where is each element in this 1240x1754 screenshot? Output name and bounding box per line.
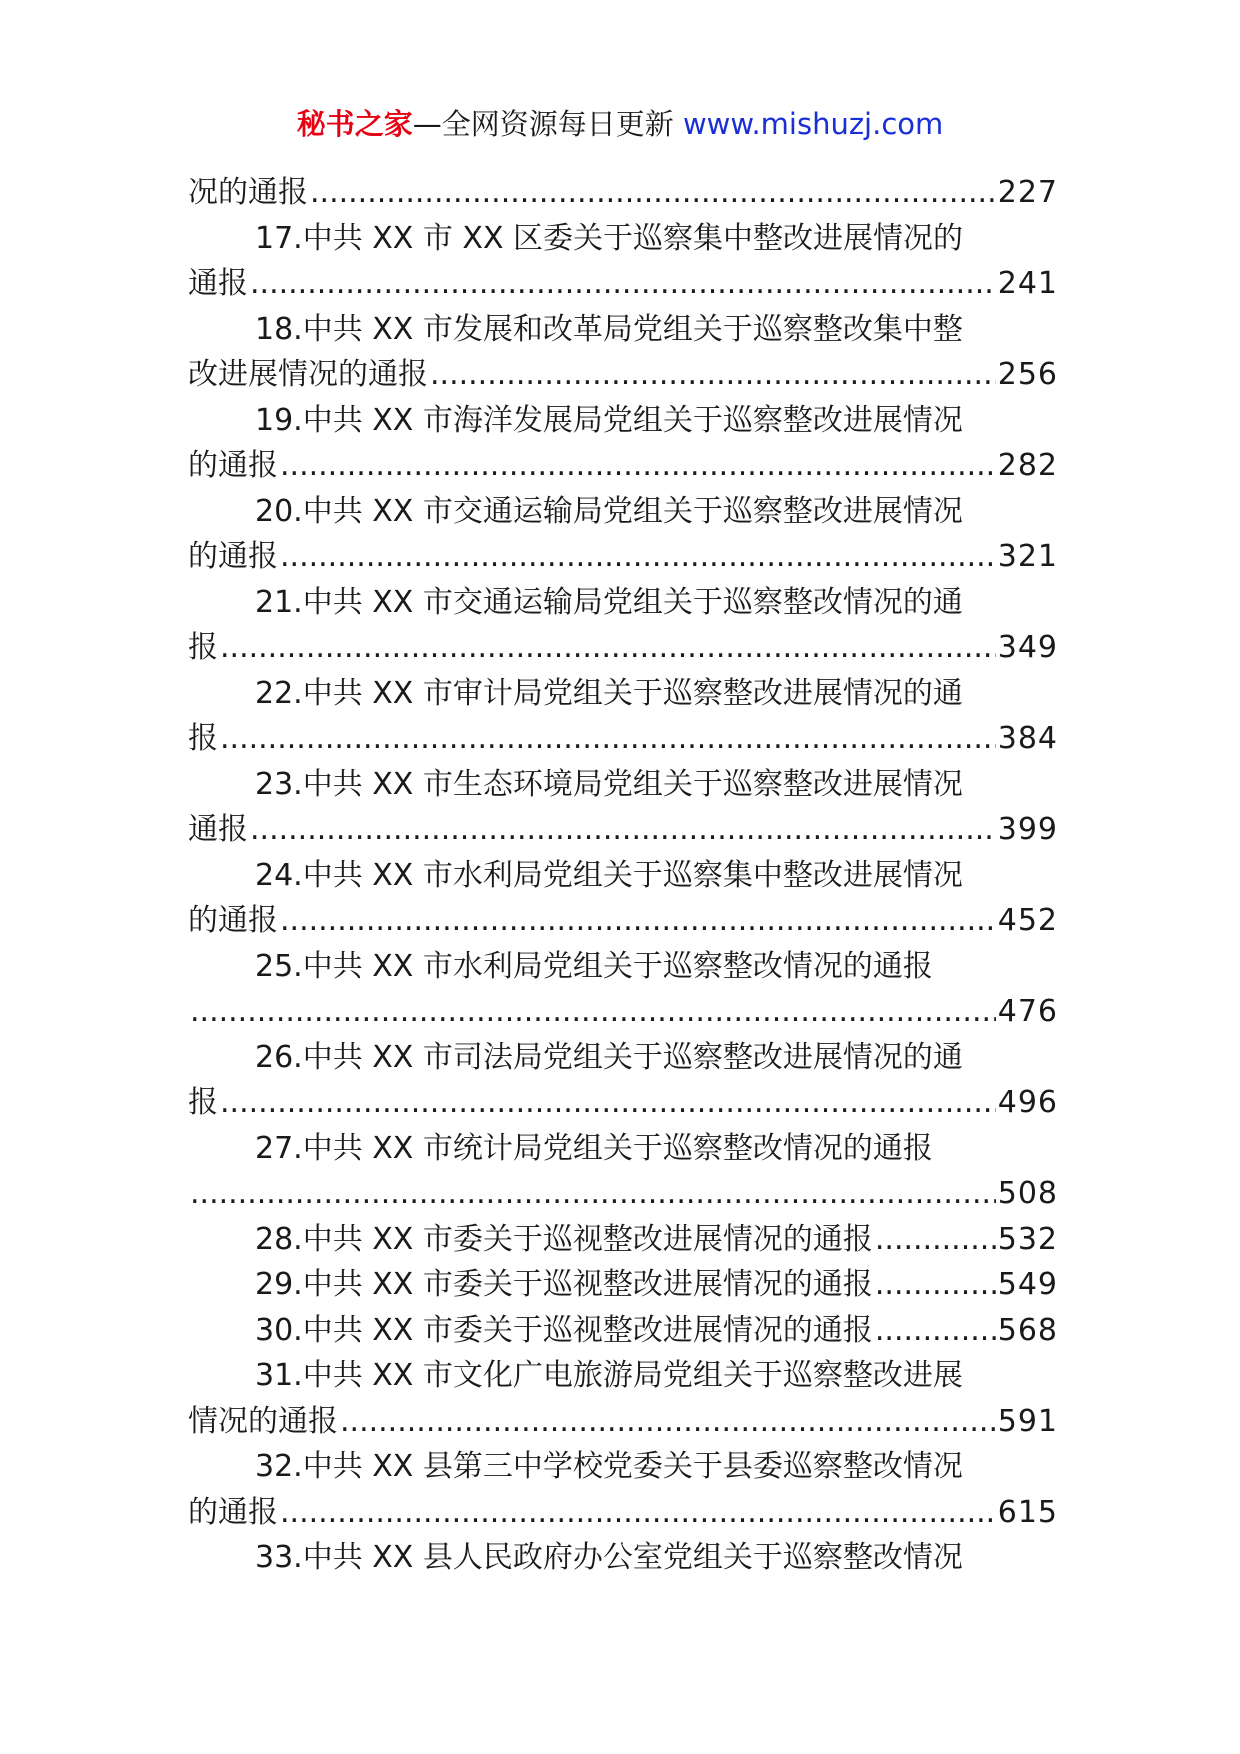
toc-entry-text: 30.中共 XX 市委关于巡视整改进展情况的通报 [255, 1312, 873, 1348]
dot-leader [280, 443, 996, 489]
toc-entry-text: 32.中共 XX 县第三中学校党委关于县委巡察整改情况 [255, 1449, 963, 1484]
header-tagline: —全网资源每日更新 [412, 107, 683, 141]
site-url-link[interactable]: www.mishuzj.com [682, 107, 944, 141]
dot-leader [250, 261, 996, 307]
toc-entry-line[interactable] [188, 398, 1058, 444]
toc-entry-line[interactable] [188, 1217, 1058, 1263]
table-of-contents [188, 170, 1058, 1581]
toc-entry-line[interactable] [188, 944, 1058, 990]
toc-entry-line[interactable] [188, 1353, 1058, 1399]
toc-entry-text: 情况的通报 [188, 1403, 338, 1439]
toc-page-number: 384 [997, 721, 1058, 756]
toc-entry-line[interactable] [188, 1080, 1058, 1126]
dot-leader [340, 1399, 996, 1445]
toc-page-number: 615 [997, 1494, 1058, 1530]
toc-entry-line[interactable] [188, 807, 1058, 853]
dot-leader [875, 1217, 996, 1263]
toc-entry-line[interactable] [188, 716, 1058, 762]
dot-leader [430, 352, 996, 398]
dot-leader [280, 898, 996, 944]
dot-leader [875, 1262, 996, 1308]
toc-page-number: 321 [997, 539, 1058, 574]
toc-entry-line[interactable] [188, 170, 1058, 216]
toc-entry-line[interactable] [188, 989, 1058, 1035]
toc-entry-line[interactable] [188, 489, 1058, 535]
dot-leader [220, 625, 996, 671]
toc-entry-text: 况的通报 [188, 175, 308, 210]
dot-leader [875, 1308, 996, 1354]
toc-page-number: 227 [997, 175, 1058, 210]
toc-entry-text: 报 [188, 1085, 218, 1120]
brand-name: 秘书之家 [296, 107, 413, 141]
toc-entry-line[interactable] [188, 1535, 1058, 1581]
toc-page-number: 256 [997, 357, 1058, 392]
toc-entry-line[interactable] [188, 261, 1058, 307]
dot-leader [220, 716, 996, 762]
toc-entry-text: 通报 [188, 812, 248, 847]
toc-entry-text: 改进展情况的通报 [188, 357, 428, 392]
toc-entry-line[interactable] [188, 853, 1058, 899]
toc-entry-text: 22.中共 XX 市审计局党组关于巡察整改进展情况的通 [255, 675, 963, 711]
toc-page-number: 532 [997, 1221, 1058, 1257]
toc-entry-line[interactable] [188, 580, 1058, 626]
toc-page-number: 496 [997, 1085, 1058, 1120]
site-header [0, 104, 1240, 144]
toc-entry-text: 的通报 [188, 903, 278, 938]
toc-entry-text: 报 [188, 630, 218, 665]
toc-entry-line[interactable] [188, 216, 1058, 262]
dot-leader [190, 989, 996, 1035]
toc-entry-text: 27.中共 XX 市统计局党组关于巡察整改情况的通报 [255, 1130, 933, 1166]
toc-entry-line[interactable] [188, 671, 1058, 717]
toc-page-number: 282 [997, 448, 1058, 483]
toc-entry-line[interactable] [188, 898, 1058, 944]
toc-entry-line[interactable] [188, 352, 1058, 398]
toc-entry-text: 通报 [188, 266, 248, 301]
dot-leader [280, 534, 996, 580]
toc-page-number: 241 [997, 266, 1058, 301]
dot-leader [250, 807, 996, 853]
toc-entry-line[interactable] [188, 307, 1058, 353]
toc-entry-text: 31.中共 XX 市文化广电旅游局党组关于巡察整改进展 [255, 1358, 963, 1393]
toc-entry-text: 28.中共 XX 市委关于巡视整改进展情况的通报 [255, 1221, 873, 1257]
toc-entry-line[interactable] [188, 1035, 1058, 1081]
toc-entry-text: 的通报 [188, 1494, 278, 1530]
toc-entry-line[interactable] [188, 1399, 1058, 1445]
toc-entry-text: 33.中共 XX 县人民政府办公室党组关于巡察整改情况 [255, 1540, 963, 1575]
toc-page-number: 452 [997, 903, 1058, 938]
toc-entry-text: 24.中共 XX 市水利局党组关于巡察集中整改进展情况 [255, 857, 963, 893]
dot-leader [190, 1171, 996, 1217]
dot-leader [310, 170, 996, 216]
toc-entry-line[interactable] [188, 1444, 1058, 1490]
toc-entry-line[interactable] [188, 1308, 1058, 1354]
toc-entry-line[interactable] [188, 1171, 1058, 1217]
toc-entry-line[interactable] [188, 762, 1058, 808]
toc-page-number: 568 [997, 1312, 1058, 1348]
toc-page-number: 508 [997, 1176, 1058, 1211]
toc-entry-line[interactable] [188, 625, 1058, 671]
toc-page-number: 476 [997, 994, 1058, 1029]
toc-entry-text: 17.中共 XX 市 XX 区委关于巡察集中整改进展情况的 [255, 220, 964, 256]
toc-entry-text: 20.中共 XX 市交通运输局党组关于巡察整改进展情况 [255, 493, 963, 529]
toc-page-number: 399 [997, 812, 1058, 847]
toc-entry-text: 的通报 [188, 539, 278, 574]
toc-entry-line[interactable] [188, 1262, 1058, 1308]
toc-entry-line[interactable] [188, 1490, 1058, 1536]
toc-entry-text: 23.中共 XX 市生态环境局党组关于巡察整改进展情况 [255, 766, 963, 802]
toc-entry-text: 的通报 [188, 448, 278, 483]
toc-entry-text: 26.中共 XX 市司法局党组关于巡察整改进展情况的通 [255, 1039, 963, 1075]
toc-entry-text: 25.中共 XX 市水利局党组关于巡察整改情况的通报 [255, 948, 933, 984]
toc-entry-text: 21.中共 XX 市交通运输局党组关于巡察整改情况的通 [255, 584, 963, 620]
toc-page-number: 549 [997, 1267, 1058, 1302]
toc-entry-line[interactable] [188, 443, 1058, 489]
toc-entry-line[interactable] [188, 534, 1058, 580]
toc-entry-text: 报 [188, 721, 218, 756]
toc-entry-line[interactable] [188, 1126, 1058, 1172]
dot-leader [280, 1490, 996, 1536]
toc-entry-text: 18.中共 XX 市发展和改革局党组关于巡察整改集中整 [255, 311, 963, 347]
toc-page-number: 349 [997, 630, 1058, 665]
toc-entry-text: 29.中共 XX 市委关于巡视整改进展情况的通报 [255, 1267, 873, 1302]
toc-entry-text: 19.中共 XX 市海洋发展局党组关于巡察整改进展情况 [255, 402, 963, 438]
dot-leader [220, 1080, 996, 1126]
toc-page-number: 591 [997, 1403, 1058, 1439]
